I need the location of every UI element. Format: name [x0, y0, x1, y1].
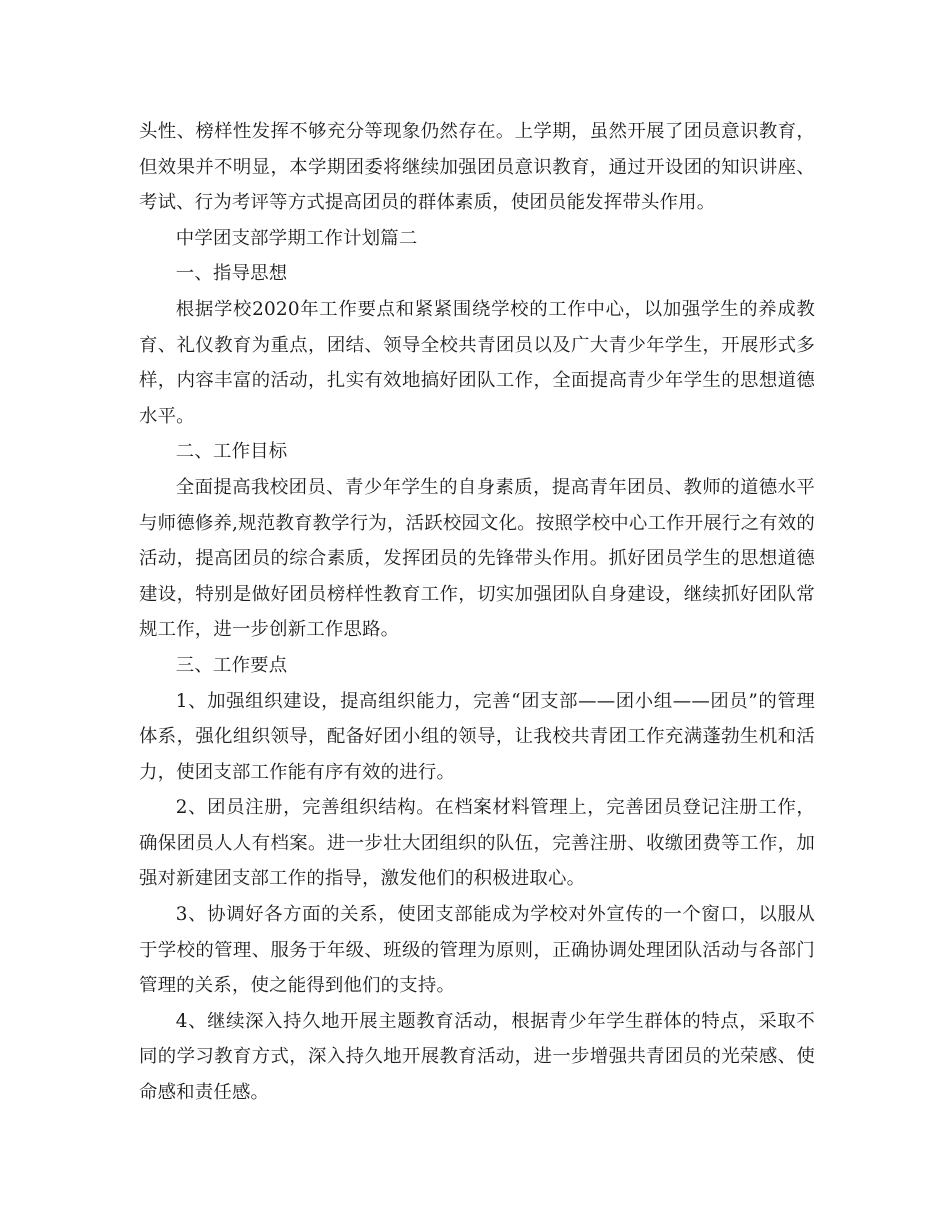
paragraph-work-goals: 全面提高我校团员、青少年学生的自身素质，提高青年团员、教师的道德水平与师德修养,规范教育教学行为，活跃校园文化。按照学校中心工作开展行之有效的活动，提高团员的综合素质，发挥团员的先锋带头作用。抓好团员学生的思想道德建设，特别是做好团员榜样性教育工作，切实加强团队自身建设，继续抓好团队常规工作，进一步创新工作思路。	[139, 476, 815, 641]
section-title: 中学团支部学期工作计划篇二	[175, 227, 418, 249]
heading-guiding-thought: 一、指导思想	[175, 263, 288, 285]
paragraph-point-2: 2、团员注册，完善组织结构。在档案材料管理上，完善团员登记注册工作，确保团员人人有档案。进一步壮大团组织的队伍，完善注册、收缴团费等工作，加强对新建团支部工作的指导，激发他们的积极进取心。	[139, 797, 815, 890]
paragraph-point-3: 3、协调好各方面的关系，使团支部能成为学校对外宣传的一个窗口，以服从于学校的管理、服务于年级、班级的管理为原则，正确协调处理团队活动与各部门管理的关系，使之能得到他们的支持。	[139, 904, 815, 997]
document-body	[139, 114, 815, 1111]
paragraph-point-1: 1、加强组织建设，提高组织能力，完善“团支部——团小组——团员”的管理体系，强化组织领导，配备好团小组的领导，让我校共青团工作充满蓬勃生机和活力，使团支部工作能有序有效的进行。	[139, 690, 815, 783]
paragraph-guiding-thought: 根据学校2020年工作要点和紧紧围绕学校的工作中心，以加强学生的养成教育、礼仪教育为重点，团结、领导全校共青团员以及广大青少年学生，开展形式多样，内容丰富的活动，扎实有效地搞好团队工作，全面提高青少年学生的思想道德水平。	[139, 298, 815, 427]
heading-work-goals: 二、工作目标	[175, 441, 288, 463]
heading-key-points: 三、工作要点	[175, 654, 288, 676]
paragraph-point-4: 4、继续深入持久地开展主题教育活动，根据青少年学生群体的特点，采取不同的学习教育方式，深入持久地开展教育活动，进一步增强共青团员的光荣感、使命感和责任感。	[139, 1010, 815, 1104]
paragraph-continuation: 头性、榜样性发挥不够充分等现象仍然存在。上学期，虽然开展了团员意识教育，但效果并不明显，本学期团委将继续加强团员意识教育，通过开设团的知识讲座、考试、行为考评等方式提高团员的群体素质，使团员能发挥带头作用。	[139, 121, 815, 214]
